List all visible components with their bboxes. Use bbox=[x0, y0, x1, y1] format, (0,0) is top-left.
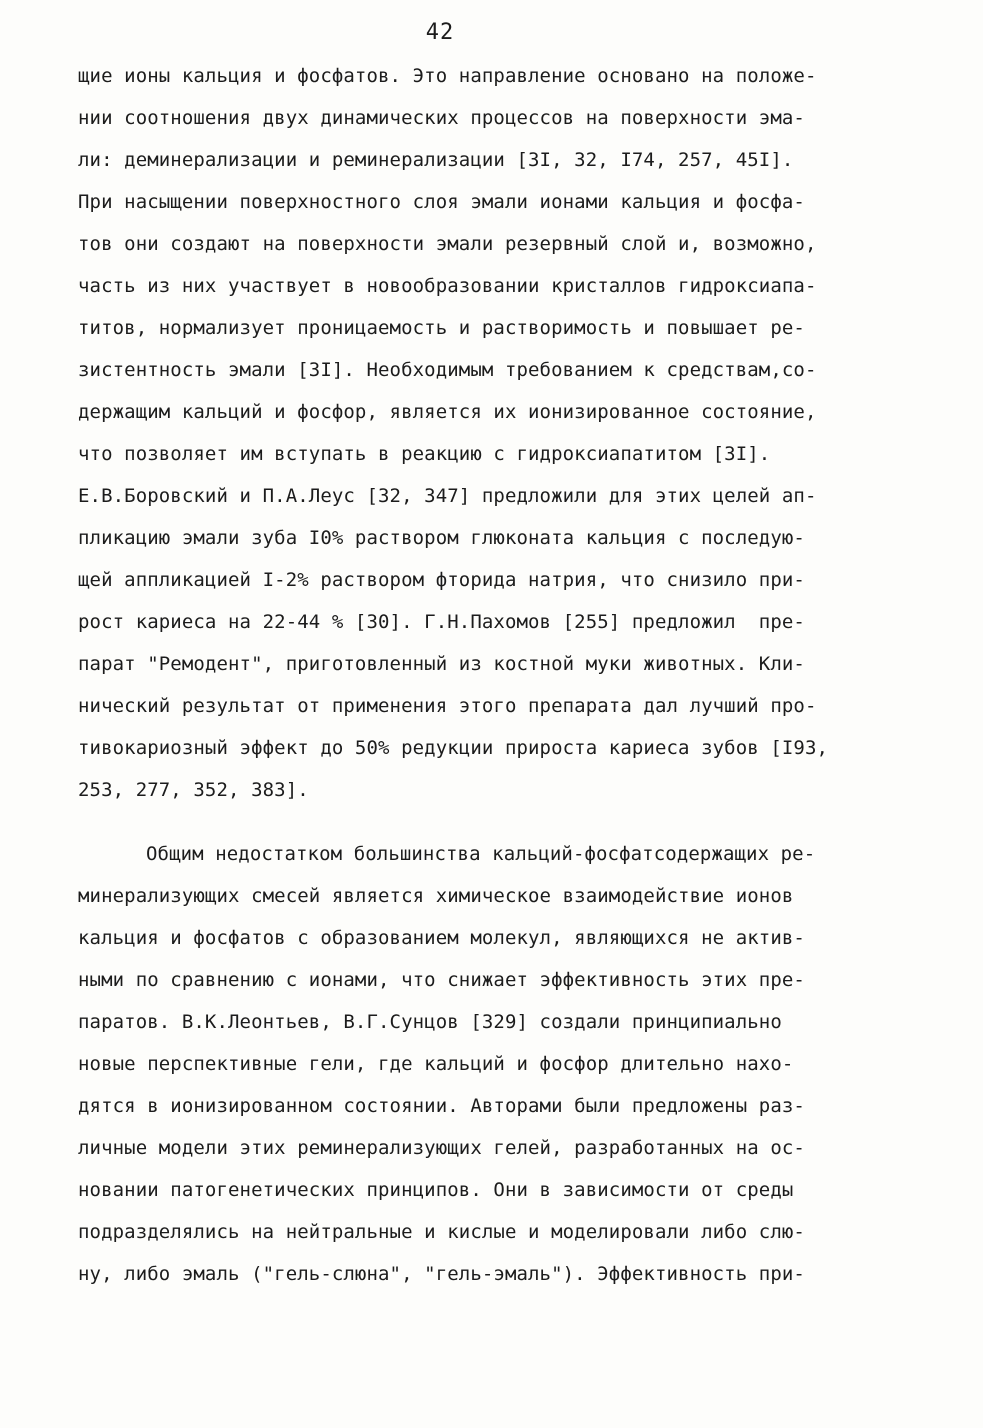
text-line: парат "Ремодент", приготовленный из костной муки животных. Кли- bbox=[78, 653, 805, 675]
paragraph-gap bbox=[78, 811, 918, 833]
text-line: рост кариеса на 22-44 % [30]. Г.Н.Пахомов [255] предложил пре- bbox=[78, 611, 805, 633]
text-line: личные модели этих реминерализующих гелей, разработанных на ос- bbox=[78, 1137, 805, 1159]
text-line: нический результат от применения этого препарата дал лучший про- bbox=[78, 695, 817, 717]
paragraph-1 bbox=[78, 55, 918, 811]
text-line: При насыщении поверхностного слоя эмали ионами кальция и фосфа- bbox=[78, 191, 805, 213]
text-line: Общим недостатком большинства кальций-фосфатсодержащих ре- bbox=[146, 843, 816, 865]
page-number: 42 bbox=[425, 20, 455, 45]
text-line: ли: деминерализации и реминерализации [3I, 32, I74, 257, 45I]. bbox=[78, 149, 794, 171]
text-line: кальция и фосфатов с образованием молекул, являющихся не актив- bbox=[78, 927, 805, 949]
text-line: что позволяет им вступать в реакцию с гидроксиапатитом [3I]. bbox=[78, 443, 771, 465]
text-line: зистентность эмали [3I]. Необходимым требованием к средствам,со- bbox=[78, 359, 817, 381]
text-line: новании патогенетических принципов. Они в зависимости от среды bbox=[78, 1179, 794, 1201]
text-line: тов они создают на поверхности эмали резервный слой и, возможно, bbox=[78, 233, 817, 255]
text-line: минерализующих смесей является химическое взаимодействие ионов bbox=[78, 885, 794, 907]
text-line: 253, 277, 352, 383]. bbox=[78, 779, 309, 801]
text-line: щие ионы кальция и фосфатов. Это направление основано на положе- bbox=[78, 65, 817, 87]
body-text bbox=[78, 55, 918, 1295]
text-line: нии соотношения двух динамических процессов на поверхности эма- bbox=[78, 107, 805, 129]
text-line: титов, нормализует проницаемость и растворимость и повышает ре- bbox=[78, 317, 805, 339]
text-line: новые перспективные гели, где кальций и фосфор длительно нахо- bbox=[78, 1053, 794, 1075]
text-line: тивокариозный эффект до 50% редукции прироста кариеса зубов [I93, bbox=[78, 737, 829, 759]
text-line: дятся в ионизированном состоянии. Авторами были предложены раз- bbox=[78, 1095, 805, 1117]
text-line: пликацию эмали зуба I0% раствором глюконата кальция с последую- bbox=[78, 527, 805, 549]
text-line: ну, либо эмаль ("гель-слюна", "гель-эмаль"). Эффективность при- bbox=[78, 1263, 805, 1285]
text-line: Е.В.Боровский и П.А.Леус [32, 347] предложили для этих целей ап- bbox=[78, 485, 817, 507]
paragraph-2 bbox=[78, 833, 918, 1295]
text-line: паратов. В.К.Леонтьев, В.Г.Сунцов [329] создали принципиально bbox=[78, 1011, 782, 1033]
text-line: подразделялись на нейтральные и кислые и моделировали либо слю- bbox=[78, 1221, 805, 1243]
text-line: часть из них участвует в новообразовании кристаллов гидроксиапа- bbox=[78, 275, 817, 297]
text-line: щей аппликацией I-2% раствором фторида натрия, что снизило при- bbox=[78, 569, 805, 591]
text-line: держащим кальций и фосфор, является их ионизированное состояние, bbox=[78, 401, 817, 423]
text-line: ными по сравнению с ионами, что снижает эффективность этих пре- bbox=[78, 969, 805, 991]
